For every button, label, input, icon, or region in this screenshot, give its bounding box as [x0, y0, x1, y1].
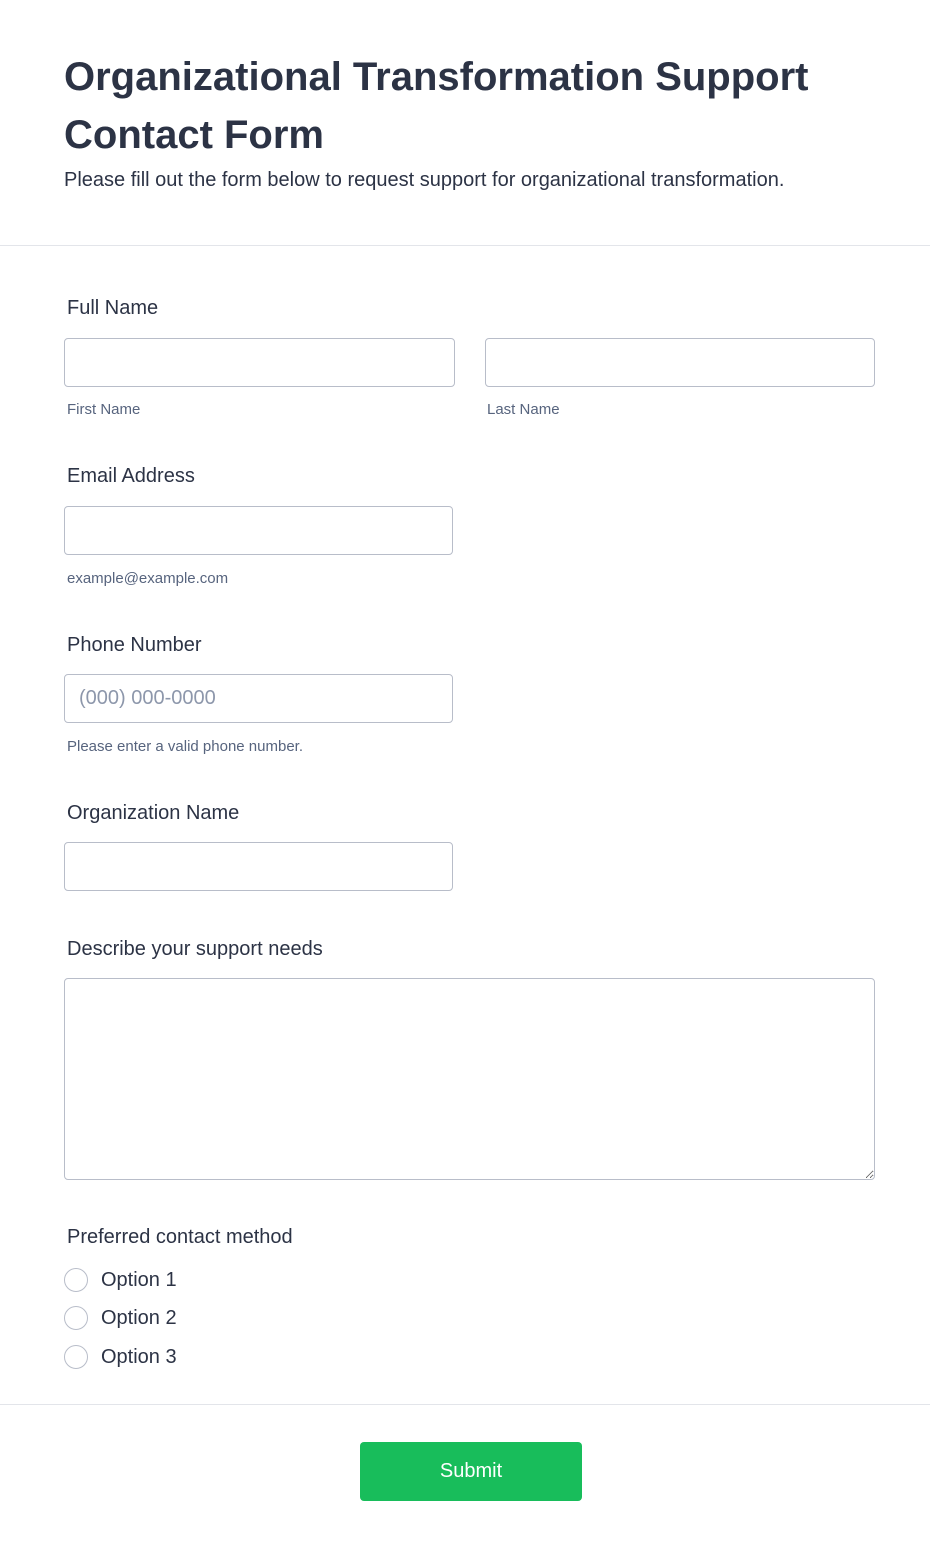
- radio-option-label: Option 2: [101, 1307, 177, 1329]
- organization-label: Organization Name: [67, 802, 240, 824]
- page-title: Organizational Transformation Support Contact Form: [64, 55, 809, 157]
- radio-button[interactable]: [64, 1306, 88, 1330]
- email-sublabel: example@example.com: [67, 570, 229, 587]
- contact-method-label: Preferred contact method: [67, 1226, 293, 1248]
- radio-button[interactable]: [64, 1345, 88, 1369]
- support-needs-label: Describe your support needs: [67, 938, 323, 960]
- radio-option-label: Option 1: [101, 1269, 177, 1291]
- contact-option-1[interactable]: [64, 1267, 177, 1293]
- contact-option-3[interactable]: [64, 1344, 177, 1370]
- contact-option-2[interactable]: [64, 1305, 177, 1331]
- radio-button[interactable]: [64, 1268, 88, 1292]
- phone-label: Phone Number: [67, 634, 202, 656]
- support-needs-textarea[interactable]: [64, 978, 875, 1180]
- email-label: Email Address: [67, 465, 195, 487]
- full-name-label: Full Name: [67, 297, 159, 319]
- first-name-input[interactable]: [64, 338, 455, 387]
- email-input[interactable]: [64, 506, 453, 555]
- page-subtitle: Please fill out the form below to request support for organizational transformation.: [64, 169, 785, 191]
- first-name-sublabel: First Name: [67, 401, 141, 418]
- submit-button[interactable]: Submit: [360, 1442, 582, 1501]
- last-name-input[interactable]: [485, 338, 875, 387]
- phone-sublabel: Please enter a valid phone number.: [67, 738, 303, 755]
- radio-option-label: Option 3: [101, 1346, 177, 1368]
- phone-input[interactable]: [64, 674, 453, 723]
- organization-input[interactable]: [64, 842, 453, 891]
- last-name-sublabel: Last Name: [487, 401, 560, 418]
- form-header: [0, 0, 930, 246]
